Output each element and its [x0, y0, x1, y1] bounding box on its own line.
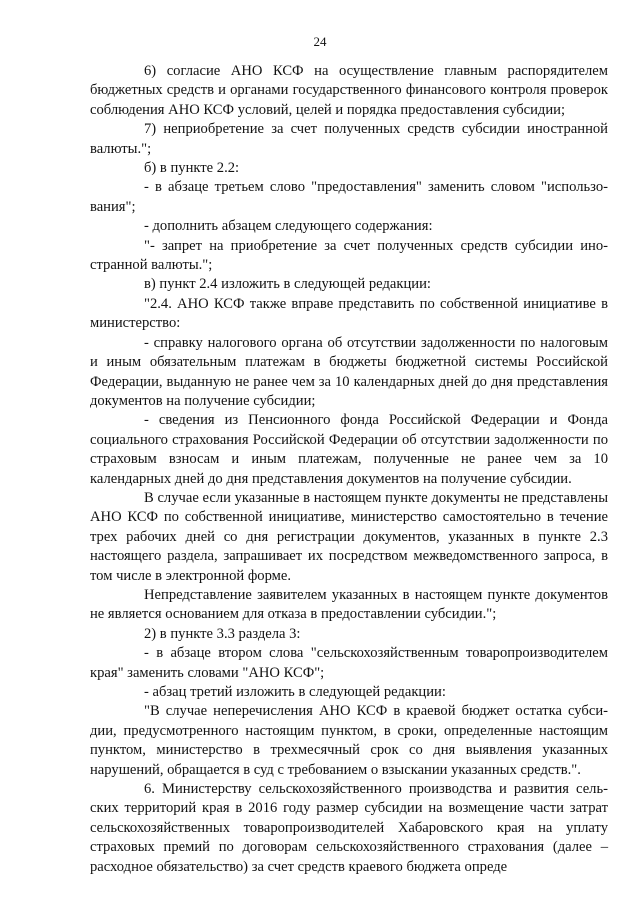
page-number: 24: [313, 34, 327, 49]
paragraph-replace-word: - в абзаце третьем слово "предоставления" заменить словом "использования";: [90, 179, 608, 215]
paragraph-tax-certificate: - справку налогового органа об отсутствии задолженности по налоговым и иным обязательным платежам в бюджеты бюджетной системы Российской Федерации, выданную не ранее чем за 10 календарных дней до дня представления документов на получение субсидии;: [90, 334, 608, 409]
paragraph-refund-court: "В случае неперечисления АНО КСФ в краевой бюджет остатка субсидии, предусмотренного настоящим пунктом, в сроки, определенные настоящим пунктом, министерство в трехмесячный срок со дня выявления указанных нарушений, обращается в суд с требованием о взыскании указанных средств.".: [90, 703, 608, 778]
paragraph-point-b: б) в пункте 2.2:: [144, 160, 240, 177]
paragraph-item-6-ministry: 6. Министерству сельскохозяйственного производства и развития сельских территорий края в 2016 году размер субсидии на возмещение части затрат сельскохозяйственных товаропроизводителей Хабаровского края на уплату страховых премий по договорам сельскохозяйственного страхования (далее – расходное обязательство) за счет средств краевого бюджета опреде: [90, 781, 608, 875]
paragraph-add-clause: - дополнить абзацем следующего содержания:: [144, 218, 433, 235]
document-body: [90, 62, 608, 877]
paragraph-2-4: "2.4. АНО КСФ также вправе представить по собственной инициативе в министерство:: [90, 295, 608, 332]
paragraph-point-3-3: 2) в пункте 3.3 раздела 3:: [144, 625, 301, 642]
paragraph-point-v: в) пункт 2.4 изложить в следующей редакции:: [144, 276, 431, 293]
paragraph-interagency-request: В случае если указанные в настоящем пункте документы не представлены АНО КСФ по собственной инициативе, министерство самостоятельно в течение трех рабочих дней со дня регистрации документов, указанных в пункте 2.3 настоящего раздела, запрашивает их посредством межведомственного запроса, в том числе в электронной форме.: [90, 489, 608, 584]
paragraph-ban-currency: "- запрет на приобретение за счет полученных средств субсидии иностранной валюты.";: [90, 237, 608, 274]
paragraph-abzats-2: - в абзаце втором слова "сельскохозяйственным товаропроизводителем края" заменить словами "АНО КСФ";: [90, 645, 608, 681]
paragraph-pension-fund: - сведения из Пенсионного фонда Российской Федерации и Фонда социального страхования Российской Федерации об отсутствии задолженности по страховым взносам и иным платежам, полученные не ранее чем за 10 календарных дней до дня представления документов на получение субсидии.: [90, 412, 608, 487]
paragraph-non-submission: Непредставление заявителем указанных в настоящем пункте документов не является основанием для отказа в предоставлении субсидии.";: [90, 586, 608, 623]
paragraph-item-6-consent: 6) согласие АНО КСФ на осуществление главным распорядителем бюджетных средств и органами государственного финансового контроля проверок соблюдения АНО КСФ условий, целей и порядка предоставления субсидии;: [90, 63, 608, 118]
paragraph-item-7-currency: 7) неприобретение за счет полученных средств субсидии иностранной валюты.";: [90, 121, 608, 157]
paragraph-abzats-3: - абзац третий изложить в следующей редакции:: [144, 684, 446, 700]
